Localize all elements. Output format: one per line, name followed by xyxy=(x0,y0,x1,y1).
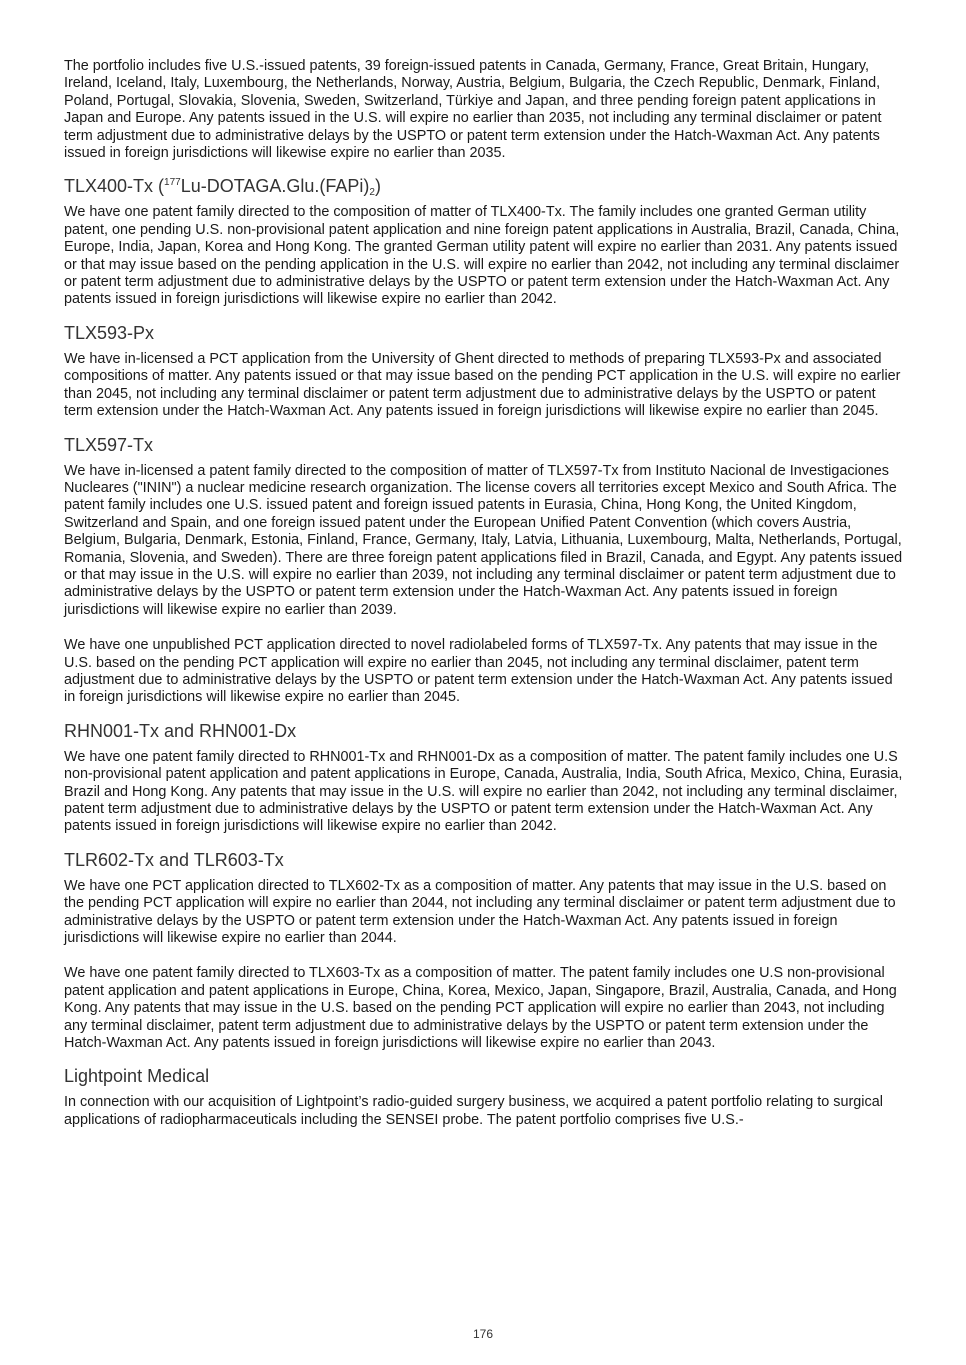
tlx400-paragraph: We have one patent family directed to the composition of matter of TLX400-Tx. The family includes one granted German utility patent, one pending U.S. non-provisional patent application and nine foreign patent applications in Australia, Brazil, Canada, China, Europe, India, Japan, Korea and Hong Kong. The granted German utility patent will expire no earlier than 2031. Any patents issued or that may issue based on the pending application in the U.S. will expire no earlier than 2042, not including any terminal disclaimer or patent term adjustment due to administrative delays by the USPTO or patent term extension under the Hatch-Waxman Act. Any patents issued in foreign jurisdictions will likewise expire no earlier than 2042. xyxy=(64,204,900,308)
lightpoint-paragraph: In connection with our acquisition of Lightpoint’s radio-guided surgery business, we acquired a patent portfolio relating to surgical applications of radiopharmaceuticals including the SENSEI probe. The patent portfolio comprises five U.S.- xyxy=(64,1094,883,1128)
tlr603-paragraph-2: We have one patent family directed to TLX603-Tx as a composition of matter. The patent family includes one U.S non-provisional patent application and patent applications in Europe, China, Korea, Mexico, Japan, Singapore, Brazil, Australia, Canada, and Hong Kong. Any patents that may issue in the U.S. based on the pending PCT application will expire no earlier than 2043, not including any terminal disclaimer, patent term adjustment due to administrative delays by the USPTO or patent term extension under the Hatch-Waxman Act. Any patents issued in foreign jurisdictions will likewise expire no earlier than 2043. xyxy=(64,965,897,1052)
tlx597-heading: TLX597-Tx xyxy=(64,434,154,455)
tlx597-paragraph-2: We have one unpublished PCT application directed to novel radiolabeled forms of TLX597-Tx. Any patents that may issue in the U.S. based on the pending PCT application will expire no earlier than 2045, not including any terminal disclaimer, patent term adjustment due to administrative delays by the USPTO or patent term extension under the Hatch-Waxman Act. Any patents issued in foreign jurisdictions will likewise expire no earlier than 2045. xyxy=(64,637,893,706)
tlx400-heading: TLX400-Tx $(^{177}Lu-DOTAGA.Glu.(FAPi)_2)$ xyxy=(64,176,381,199)
document-page xyxy=(64,58,906,1129)
tlx593-heading: TLX593-Px xyxy=(64,322,155,343)
tlr602-paragraph-1: We have one PCT application directed to TLX602-Tx as a composition of matter. Any patents that may issue in the U.S. based on the pending PCT application will expire no earlier than 2044, not including any terminal disclaimer or patent term adjustment due to administrative delays by the USPTO or patent term extension under the Hatch-Waxman Act. Any patents issued in foreign jurisdictions will likewise expire no earlier than 2044. xyxy=(64,877,896,947)
rhn001-paragraph: We have one patent family directed to RHN001-Tx and RHN001-Dx as a composition of matter. The patent family includes one U.S non-provisional patent application and patent applications in Europe, Canada, Australia, India, South Africa, Mexico, China, Eurasia, Brazil and Hong Kong. Any patents that may issue in the U.S. will expire no earlier than 2042, not including any terminal disclaimer, patent term adjustment due to administrative delays by the USPTO or patent term extension under the Hatch-Waxman Act. Any patents issued in foreign jurisdictions will likewise expire no earlier than 2042. xyxy=(64,748,903,835)
tlr602-heading: TLR602-Tx and TLR603-Tx xyxy=(64,849,284,870)
rhn001-heading: RHN001-Tx and RHN001-Dx xyxy=(64,720,297,741)
tlx597-paragraph-1: We have in-licensed a patent family directed to the composition of matter of TLX597-Tx from Instituto Nacional de Investigaciones Nucleares ("ININ") a nuclear medicine research organization. The license covers all territories except Mexico and South Africa. The patent family includes one U.S. issued patent and foreign issued patents in Eurasia, China, Hong Kong, the United Kingdom, Switzerland and Spain, and one foreign issued patent under the European Unified Patent Convention (which covers Austria, Belgium, Bulgaria, Denmark, Estonia, Finland, France, Germany, Italy, Latvia, Lithuania, Luxembourg, Malta, Netherlands, Portugal, Romania, Slovenia, and Sweden). There are three foreign patent applications filed in Brazil, Canada, and Egypt. Any patents issued or that may issue in the U.S. will expire no earlier than 2039, not including any terminal disclaimer or patent term adjustment due to administrative delays by the USPTO or patent term extension under the Hatch-Waxman Act. Any patents issued in foreign jurisdictions will likewise expire no earlier than 2039. xyxy=(64,462,903,618)
tlx593-paragraph: We have in-licensed a PCT application from the University of Ghent directed to methods of preparing TLX593-Px and associated compositions of matter. Any patents issued or that may issue based on the pending PCT application in the U.S. will expire no earlier than 2045, not including any terminal disclaimer or patent term adjustment due to administrative delays by the USPTO or patent term extension under the Hatch-Waxman Act. Any patents issued in foreign jurisdictions will likewise expire no earlier than 2045. xyxy=(64,350,901,420)
lightpoint-heading: Lightpoint Medical xyxy=(64,1066,210,1087)
page-number: 176 xyxy=(472,1327,494,1341)
intro-paragraph: The portfolio includes five U.S.-issued patents, 39 foreign-issued patents in Canada, Germany, France, Great Britain, Hungary, Ireland, Iceland, Italy, Luxembourg, the Netherlands, Norway, Austria, Belgium, Bulgaria, the Czech Republic, Denmark, Finland, Poland, Portugal, Slovakia, Slovenia, Sweden, Switzerland, Türkiye and Japan, and three pending foreign patent applications in Japan and Europe. Any patents issued in the U.S. will expire no earlier than 2035, not including any terminal disclaimer or patent term adjustment due to administrative delays by the USPTO or patent term extension under the Hatch-Waxman Act. Any patents issued in foreign jurisdictions will likewise expire no earlier than 2035. xyxy=(64,58,882,162)
